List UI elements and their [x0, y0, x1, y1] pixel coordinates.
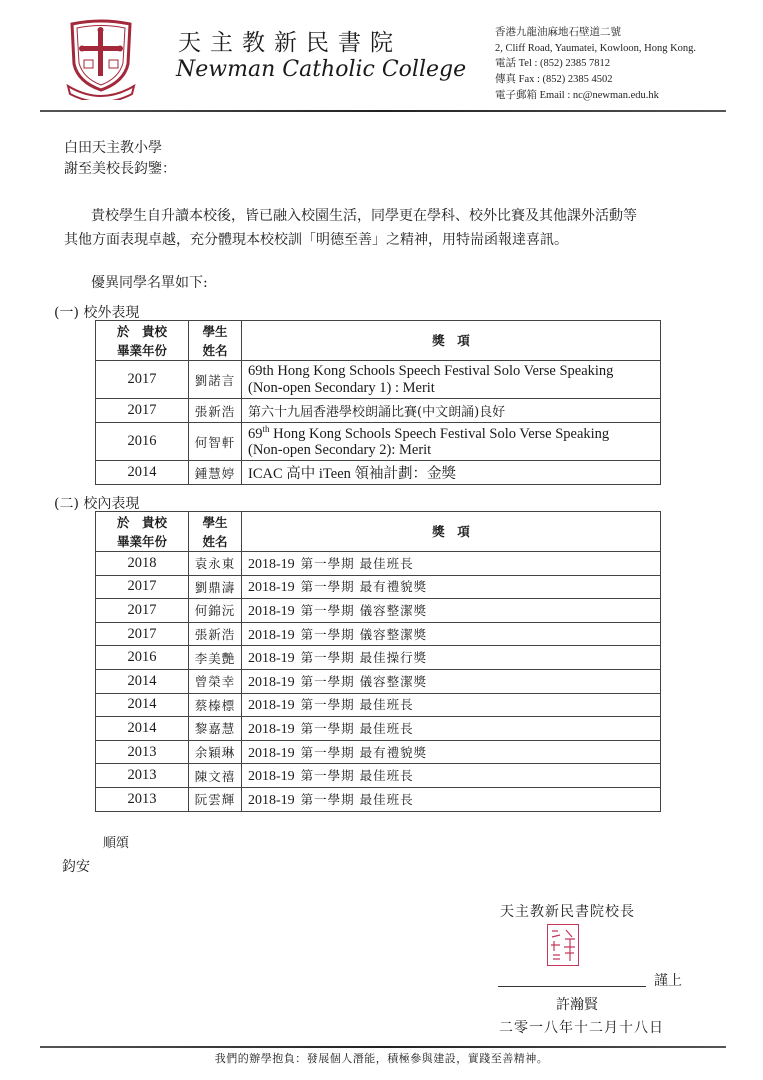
award	[242, 575, 661, 599]
award: 69th Hong Kong Schools Speech Festival Solo Verse Speaking (Non-open Secondary 2): Merit	[242, 423, 661, 461]
grad-year: 2017	[96, 399, 189, 423]
table-header-row	[96, 512, 661, 552]
email: 電子郵箱 Email : nc@newman.edu.hk	[495, 89, 659, 101]
body-paragraph-line-1: 貴校學生自升讀本校後，皆已融入校園生活，同學更在學科、校外比賽及其他課外活動等	[91, 208, 637, 224]
student-name: 余穎琳	[189, 740, 242, 764]
table-row	[96, 693, 661, 717]
award-name: 第一學期 儀容整潔獎	[300, 602, 428, 618]
grad-year: 2016	[96, 646, 189, 670]
body-paragraph-line-2: 其他方面表現卓越，充分體現本校校訓「明德至善」之精神，用特耑函報達喜訊。	[64, 232, 568, 248]
grad-year: 2014	[96, 693, 189, 717]
table-row	[96, 717, 661, 741]
section-title-external: (一) 校外表現	[54, 305, 140, 321]
student-name: 曾榮幸	[189, 669, 242, 693]
recipient-person: 謝至美校長鈞鑒：	[64, 161, 176, 177]
header-student-name: 學生 姓名	[189, 512, 242, 552]
student-name: 何智軒	[189, 423, 242, 461]
award-name: 第一學期 儀容整潔獎	[300, 626, 428, 642]
student-name: 劉諾言	[189, 361, 242, 399]
table-row	[96, 669, 661, 693]
header-grad-year: 於 貴校 畢業年份	[96, 512, 189, 552]
term: 2018-19	[248, 627, 295, 643]
table-row	[96, 787, 661, 811]
award: 69th Hong Kong Schools Speech Festival Solo Verse Speaking (Non-open Secondary 1) : Merit	[242, 361, 661, 399]
school-name-english: Newman Catholic College	[176, 57, 467, 82]
term: 2018-19	[248, 769, 295, 785]
header-divider	[40, 110, 726, 112]
signature-line	[498, 986, 646, 987]
table-header-row	[96, 321, 661, 361]
award-name: 第一學期 最佳班長	[300, 791, 414, 807]
award-name: 第一學期 最佳班長	[300, 720, 414, 736]
grad-year: 2018	[96, 552, 189, 576]
table-row	[96, 646, 661, 670]
address-english: 2, Cliff Road, Yaumatei, Kowloon, Hong Kong.	[495, 42, 697, 54]
red-seal-stamp-icon	[547, 924, 579, 966]
award	[242, 740, 661, 764]
table-row	[96, 361, 661, 399]
grad-year: 2014	[96, 717, 189, 741]
header-award: 獎 項	[242, 512, 661, 552]
student-name: 何錦沅	[189, 599, 242, 623]
award	[242, 622, 661, 646]
table-row	[96, 399, 661, 423]
award: 第六十九屆香港學校朗誦比賽(中文朗誦)良好	[242, 399, 661, 423]
award	[242, 646, 661, 670]
closing-regards: 鈞安	[62, 859, 90, 875]
internal-awards-table	[95, 511, 661, 812]
header-student-name: 學生 姓名	[189, 321, 242, 361]
address-chinese: 香港九龍油麻地石壁道二號	[495, 27, 621, 38]
award: ICAC 高中 iTeen 領袖計劃：金獎	[242, 461, 661, 485]
closing-salutation: 順頌	[103, 836, 130, 851]
grad-year: 2016	[96, 423, 189, 461]
list-intro: 優異同學名單如下:	[91, 275, 208, 291]
school-crest-icon	[66, 16, 136, 100]
student-name: 李美艷	[189, 646, 242, 670]
contact-block	[495, 25, 696, 104]
recipient-school: 白田天主教小學	[64, 140, 162, 156]
award-name: 第一學期 最佳班長	[300, 697, 414, 713]
term: 2018-19	[248, 792, 295, 808]
term: 2018-19	[248, 674, 295, 690]
award-name: 第一學期 最佳班長	[300, 555, 414, 571]
table-row	[96, 622, 661, 646]
section-title-internal: (二) 校內表現	[54, 496, 140, 512]
award-name: 第一學期 最佳班長	[300, 768, 414, 784]
header-grad-year: 於 貴校 畢業年份	[96, 321, 189, 361]
term: 2018-19	[248, 603, 295, 619]
term: 2018-19	[248, 745, 295, 761]
term: 2018-19	[248, 580, 295, 596]
grad-year: 2014	[96, 669, 189, 693]
telephone: 電話 Tel : (852) 2385 7812	[495, 58, 611, 70]
table-row	[96, 764, 661, 788]
grad-year: 2014	[96, 461, 189, 485]
school-motto-footer: 我們的辦學抱負：發展個人潛能，積極參與建設，實踐至善精神。	[214, 1052, 549, 1065]
award	[242, 717, 661, 741]
table-row	[96, 423, 661, 461]
student-name: 陳文禧	[189, 764, 242, 788]
fax: 傳真 Fax : (852) 2385 4502	[495, 74, 613, 86]
header-award: 獎 項	[242, 321, 661, 361]
letter-date: 二零一八年十二月十八日	[499, 1020, 664, 1036]
award-name: 第一學期 儀容整潔獎	[300, 673, 428, 689]
signer-title: 天主教新民書院校長	[500, 904, 635, 920]
table-row	[96, 552, 661, 576]
grad-year: 2013	[96, 764, 189, 788]
external-awards-table	[95, 320, 661, 485]
school-name-chinese: 天主教新民書院	[178, 30, 402, 56]
grad-year: 2013	[96, 787, 189, 811]
award-name: 第一學期 最佳操行獎	[300, 650, 428, 666]
grad-year: 2013	[96, 740, 189, 764]
grad-year: 2017	[96, 361, 189, 399]
student-name: 袁永東	[189, 552, 242, 576]
award-name: 第一學期 最有禮貌獎	[300, 744, 428, 760]
table-row	[96, 575, 661, 599]
grad-year: 2017	[96, 622, 189, 646]
award	[242, 693, 661, 717]
student-name: 阮雲輝	[189, 787, 242, 811]
award	[242, 764, 661, 788]
table-row	[96, 461, 661, 485]
signer-name: 許瀚賢	[556, 997, 598, 1013]
term: 2018-19	[248, 698, 295, 714]
award	[242, 552, 661, 576]
award	[242, 669, 661, 693]
student-name: 蔡榛標	[189, 693, 242, 717]
student-name: 張新浩	[189, 399, 242, 423]
award	[242, 599, 661, 623]
term: 2018-19	[248, 651, 295, 667]
term: 2018-19	[248, 721, 295, 737]
student-name: 劉鼎濤	[189, 575, 242, 599]
student-name: 鍾慧婷	[189, 461, 242, 485]
sign-off: 謹上	[654, 973, 682, 989]
grad-year: 2017	[96, 599, 189, 623]
award-name: 第一學期 最有禮貌獎	[300, 579, 428, 595]
term: 2018-19	[248, 556, 295, 572]
grad-year: 2017	[96, 575, 189, 599]
table-row	[96, 740, 661, 764]
table-row	[96, 599, 661, 623]
footer-divider	[40, 1046, 726, 1048]
student-name: 黎嘉慧	[189, 717, 242, 741]
award	[242, 787, 661, 811]
student-name: 張新浩	[189, 622, 242, 646]
